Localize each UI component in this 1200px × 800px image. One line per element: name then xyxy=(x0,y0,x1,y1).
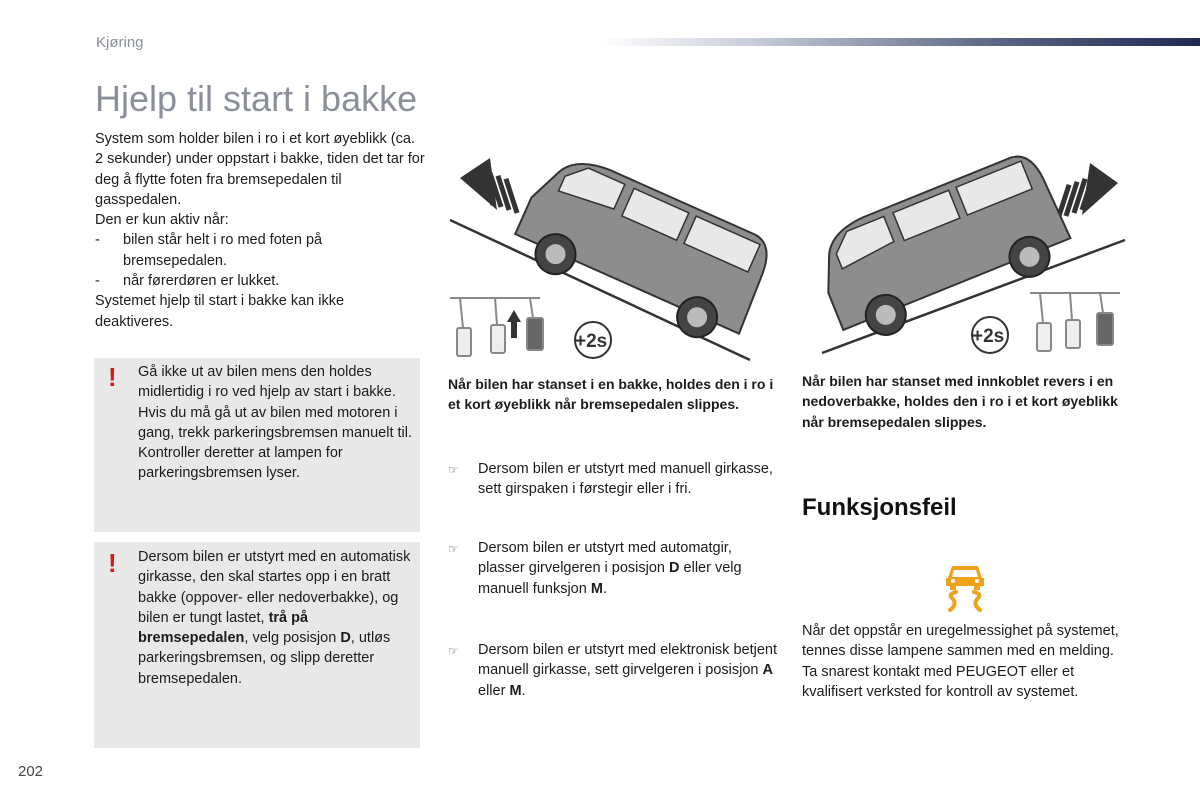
bullet-text-part: . xyxy=(602,580,607,597)
warning-text-part: Dersom bilen er utstyrt med en automatisk girkasse, den skal startes opp i en bratt bakke (oppover- eller nedoverbakke), og bilen er tungt lastet, xyxy=(138,549,411,626)
bullet-text-part: eller xyxy=(478,682,510,699)
bullet-text xyxy=(478,640,778,701)
pointer-icon: ☞ xyxy=(448,463,459,477)
bullet-text-part: Dersom bilen er utstyrt med automatgir, plasser girvelgeren i posisjon xyxy=(478,540,732,577)
reverse-arrow-icon xyxy=(1056,163,1118,220)
intro-paragraph: System som holder bilen i ro i et kort øyeblikk (ca. 2 sekunder) under oppstart i bakke, tiden det tar for deg å flytte foten fra bremsepedalen til gasspedalen. xyxy=(95,131,425,208)
pointer-icon: ☞ xyxy=(448,644,459,658)
warning-box xyxy=(94,358,420,532)
condition-item xyxy=(95,271,425,291)
bullet-text: Dersom bilen er utstyrt med manuell girkasse, sett girspaken i førstegir eller i fri. xyxy=(478,461,773,498)
warning-text-part: , velg posisjon xyxy=(244,630,341,647)
uphill-caption: Når bilen har stanset i en bakke, holdes den i ro i et kort øyeblikk når bremsepedalen slippes. xyxy=(448,376,774,413)
dash-marker: - xyxy=(95,273,100,290)
warning-text xyxy=(138,547,414,689)
release-arrow-icon xyxy=(511,320,517,338)
bullet-emphasis: D xyxy=(669,560,680,577)
malfunction-text: Når det oppstår en uregelmessighet på systemet, tennes disse lampene sammen med en melding. Ta snarest kontakt med PEUGEOT eller et kvalifisert verksted for kontroll av systemet. xyxy=(802,623,1119,700)
pointer-icon: ☞ xyxy=(448,542,459,556)
warning-icon: ! xyxy=(108,548,117,578)
warning-text-part: , utløs parkeringsbremsen, og slipp deretter bremsepedalen. xyxy=(138,630,391,687)
intro-note: Systemet hjelp til start i bakke kan ikke deaktiveres. xyxy=(95,293,345,330)
pedals-icon xyxy=(450,298,543,356)
van-downhill xyxy=(807,148,1079,350)
condition-text: når førerdøren er lukket. xyxy=(123,273,280,290)
bullet-emphasis: A xyxy=(762,662,773,679)
section-label: Kjøring xyxy=(96,34,144,51)
condition-item xyxy=(95,230,425,271)
warning-box xyxy=(94,542,420,748)
warning-icon: ! xyxy=(108,362,117,392)
page-title: Hjelp til start i bakke xyxy=(95,78,418,119)
timer-label: +2s xyxy=(575,331,608,352)
downhill-caption: Når bilen har stanset med innkoblet revers i en nedoverbakke, holdes den i ro i et kort øyeblikk når bremsepedalen slippes. xyxy=(802,373,1118,430)
condition-text: bilen står helt i ro med foten på bremsepedalen. xyxy=(123,232,323,269)
skid-warning-icon xyxy=(938,560,992,614)
dash-marker: - xyxy=(95,232,100,249)
uphill-illustration xyxy=(445,150,775,362)
bullet-text xyxy=(478,538,778,599)
bullet-text-part: eller velg manuell funksjon xyxy=(478,560,742,597)
intro-text xyxy=(95,129,425,332)
page-number: 202 xyxy=(18,763,44,780)
malfunction-title: Funksjonsfeil xyxy=(802,494,957,521)
warning-emphasis: D xyxy=(340,630,351,647)
header-decoration-bar xyxy=(600,38,1200,46)
bullet-text-part: Dersom bilen er utstyrt med elektronisk betjent manuell girkasse, sett girvelgeren i posisjon xyxy=(478,642,777,679)
intro-condition-lead: Den er kun aktiv når: xyxy=(95,212,229,229)
warning-text: Gå ikke ut av bilen mens den holdes midlertidig i ro ved hjelp av start i bakke. Hvis du må gå ut av bilen med motoren i gang, trekk parkeringsbremsen manuelt til. Kontroller deretter at lampen for parkeringsbremsen lyser. xyxy=(138,364,413,482)
warning-emphasis: trå på bremsepedalen xyxy=(138,609,309,647)
bullet-text-part: . xyxy=(521,682,526,699)
bullet-emphasis: M xyxy=(509,682,522,699)
downhill-illustration xyxy=(800,145,1130,357)
bullet-emphasis: M xyxy=(590,580,603,597)
timer-label: +2s xyxy=(972,326,1005,347)
backward-arrow-icon xyxy=(460,158,519,214)
van-uphill xyxy=(506,150,775,354)
pedals-icon xyxy=(1030,293,1120,351)
